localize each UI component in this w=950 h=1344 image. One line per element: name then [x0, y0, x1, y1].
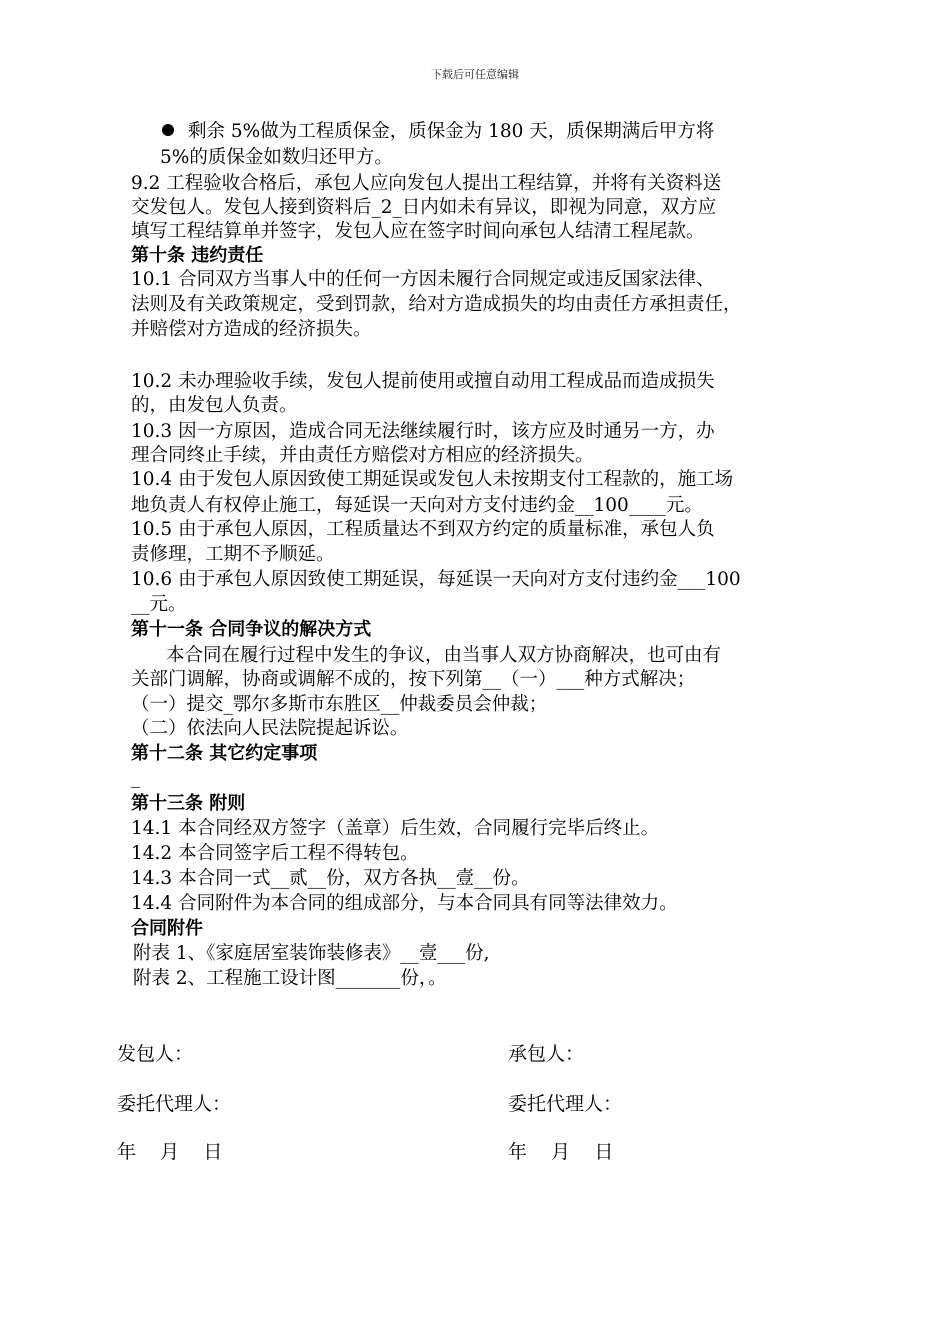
bullet-line: [162, 120, 714, 144]
party-b-date: 年 月 日: [508, 1141, 614, 1163]
text-run: 仲裁委员会仲裁；: [399, 694, 548, 715]
page-header: 下载后可任意编辑: [431, 68, 519, 81]
fill-blank: __100____: [575, 495, 666, 516]
text-run: 元。: [665, 495, 703, 516]
section-heading: 第十三条 附则: [131, 793, 246, 814]
text-run: 份，。: [400, 968, 447, 989]
fill-blank: _鄂尔多斯市东胜区__: [223, 694, 400, 715]
party-a-date: 年 月 日: [117, 1141, 223, 1163]
paragraph-line: 的，由发包人负责。: [131, 395, 298, 416]
paragraph-line: 理合同终止手续，并由责任方赔偿对方相应的经济损失。: [131, 445, 594, 466]
fill-blank: _: [131, 767, 141, 788]
paragraph-line: [131, 196, 716, 220]
text-run: 份,: [465, 943, 490, 964]
paragraph-line: （二）依法向人民法院提起诉讼。: [131, 718, 409, 739]
paragraph-line: [131, 593, 187, 617]
paragraph-line: [133, 967, 447, 991]
fill-blank: _______: [335, 968, 401, 989]
fill-blank: __贰__: [270, 868, 327, 889]
text-run: 份，双方各执: [326, 868, 438, 889]
text-run: 种方式解决；: [584, 669, 696, 690]
paragraph-line: 10.2 未办理验收手续，发包人提前使用或擅自动用工程成品而造成损失: [131, 371, 715, 392]
paragraph-line: 10.3 因一方原因，造成合同无法继续履行时，该方应及时通另一方，办: [131, 421, 715, 442]
fill-blank: __（一）___: [482, 669, 585, 690]
text-run: 附表 1、《家庭居室装饰装修表》: [133, 943, 401, 964]
paragraph-line: [131, 867, 530, 891]
paragraph-line: 10.5 由于承包人原因，工程质量达不到双方约定的质量标准，承包人负: [131, 519, 715, 540]
party-a-agent-label: 委托代理人：: [117, 1093, 232, 1115]
paragraph-line: [133, 942, 490, 966]
text-run: 14.3 本合同一式: [131, 868, 271, 889]
text-run: 交发包人。发包人接到资料后: [131, 197, 372, 218]
text-run: 元。: [149, 594, 187, 615]
paragraph-line: 14.1 本合同经双方签字（盖章）后生效，合同履行完毕后终止。: [131, 818, 660, 839]
paragraph-line: 责修理，工期不予顺延。: [131, 544, 335, 565]
paragraph-line: 并赔偿对方造成的经济损失。: [131, 319, 372, 340]
paragraph-line: [131, 494, 703, 518]
section-heading: 第十条 违约责任: [131, 245, 264, 266]
paragraph-text: 剩余 5%做为工程质保金，质保金为 180 天，质保期满后甲方将: [188, 121, 715, 142]
paragraph-line: 法则及有关政策规定，受到罚款，给对方造成损失的均由责任方承担责任，: [131, 294, 742, 315]
party-b-agent-label: 委托代理人：: [508, 1093, 623, 1115]
fill-blank: _2_: [371, 197, 402, 218]
paragraph-line: 5%的质保金如数归还甲方。: [160, 147, 393, 168]
fill-blank: __壹___: [400, 943, 466, 964]
text-run: 份。: [492, 868, 530, 889]
party-a-label: 发包人：: [117, 1043, 194, 1065]
paragraph-line: 填写工程结算单并签字，发包人应在签字时间向承包人结清工程尾款。: [131, 221, 705, 242]
text-run: （一）提交: [131, 694, 224, 715]
bullet-icon: [162, 124, 174, 136]
text-run: 地负责人有权停止施工，每延误一天向对方支付违约金: [131, 495, 576, 516]
paragraph-line: [131, 568, 741, 592]
section-heading: 第十二条 其它约定事项: [131, 743, 318, 764]
paragraph-line: 10.1 合同双方当事人中的任何一方因未履行合同规定或违反国家法律、: [131, 269, 715, 290]
paragraph-line: 14.2 本合同签字后工程不得转包。: [131, 843, 419, 864]
text-run: 关部门调解，协商或调解不成的，按下列第: [131, 669, 483, 690]
party-b-label: 承包人：: [508, 1043, 585, 1065]
fill-blank: ___100: [677, 569, 741, 590]
paragraph-line: 10.4 由于发包人原因致使工期延误或发包人未按期支付工程款的，施工场: [131, 469, 734, 490]
paragraph-line: [131, 693, 547, 717]
paragraph-line: [131, 668, 695, 692]
section-heading: 第十一条 合同争议的解决方式: [131, 619, 372, 640]
text-run: 附表 2、工程施工设计图: [133, 968, 336, 989]
paragraph-line: 本合同在履行过程中发生的争议，由当事人双方协商解决，也可由有: [166, 645, 722, 666]
fill-blank: __壹__: [437, 868, 493, 889]
paragraph-line: 9.2 工程验收合格后，承包人应向发包人提出工程结算，并将有关资料送: [131, 173, 722, 194]
paragraph-line: 14.4 合同附件为本合同的组成部分，与本合同具有同等法律效力。: [131, 893, 678, 914]
fill-blank: __: [131, 594, 150, 615]
text-run: 日内如未有异议，即视为同意，双方应: [401, 197, 717, 218]
text-run: 10.6 由于承包人原因致使工期延误，每延误一天向对方支付违约金: [131, 569, 678, 590]
section-heading: 合同附件: [131, 918, 203, 939]
